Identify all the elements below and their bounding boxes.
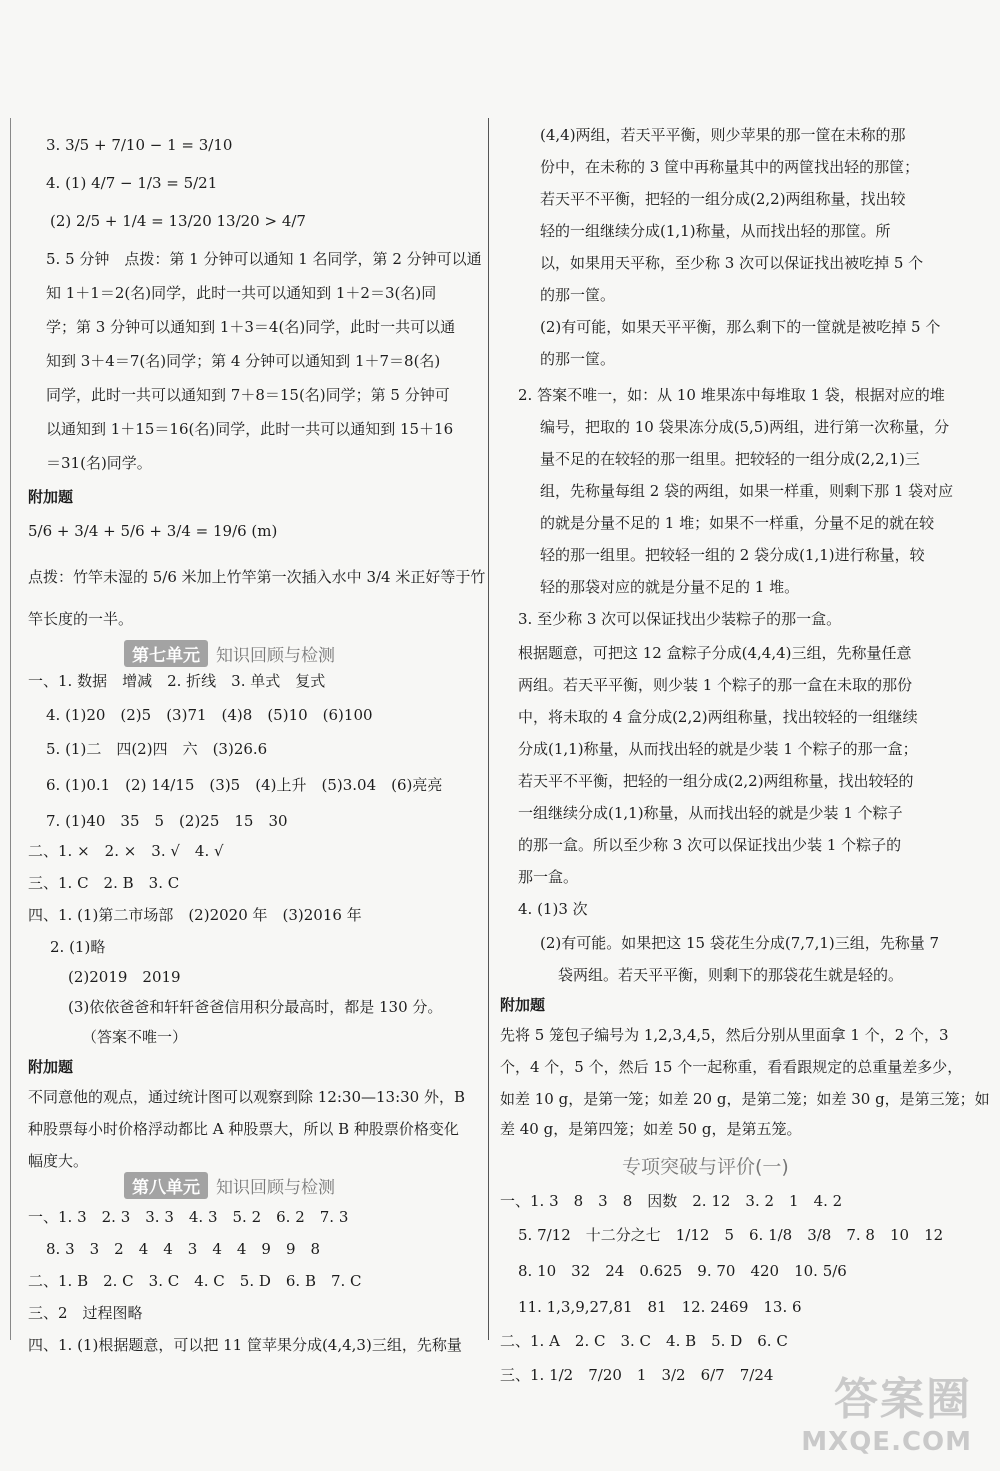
watermark-logo-text: 答案圈 (834, 1374, 972, 1425)
u7-line: 4. (1)20 (2)5 (3)71 (4)8 (5)10 (6)100 (46, 706, 373, 724)
u8-line: 二、1. B 2. C 3. C 4. C 5. D 6. B 7. C (28, 1272, 362, 1290)
u7-line: （答案不唯一） (82, 1028, 188, 1046)
answer-5-line: 学；第 3 分钟可以通知到 1＋3＝4(名)同学，此时一共可以通 (46, 318, 456, 336)
r4-line: 袋两组。若天平平衡，则剩下的那袋花生就是轻的。 (558, 966, 904, 984)
answer-5-line: 以通知到 1＋15＝16(名)同学，此时一共可以通知到 15＋16 (46, 420, 454, 438)
u8-line: 一、1. 3 2. 3 3. 3 4. 3 5. 2 6. 2 7. 3 (28, 1208, 349, 1226)
column-divider (488, 118, 489, 1340)
special-line: 三、1. 1/2 7/20 1 3/2 6/7 7/24 (500, 1366, 774, 1384)
r1-line: 的那一筐。 (540, 286, 616, 304)
unit8-header (124, 1172, 335, 1199)
r3-line: 的那一盒。所以至少称 3 次可以保证找出少装 1 个粽子的 (518, 836, 902, 854)
watermark-url: MXQE.COM (801, 1427, 972, 1457)
u7-line: 2. (1)略 (50, 938, 106, 956)
special-line: 8. 10 32 24 0.625 9. 70 420 10. 5/6 (518, 1262, 847, 1280)
answer-5-line: 知 1＋1＝2(名)同学，此时一共可以通知到 1＋2＝3(名)同 (46, 284, 437, 302)
extra3-line: 差 40 g，是第四笼；如差 50 g，是第五笼。 (500, 1120, 802, 1138)
r3-line: 3. 至少称 3 次可以保证找出少装粽子的那一盒。 (518, 610, 842, 628)
r2-line: 量不足的在较轻的那一组里。把较轻的一组分成(2,2,1)三 (540, 450, 920, 468)
special-line: 二、1. A 2. C 3. C 4. B 5. D 6. C (500, 1332, 788, 1350)
answer-5-line: ＝31(名)同学。 (46, 454, 152, 472)
extra-hint-line: 竿长度的一半。 (28, 610, 134, 628)
r1-line: 轻的一组继续分成(1,1)称量，从而找出轻的那筐。所 (540, 222, 891, 240)
r2-line: 编号，把取的 10 袋果冻分成(5,5)两组，进行第一次称量，分 (540, 418, 950, 436)
watermark (801, 1363, 972, 1457)
r3-line: 根据题意，可把这 12 盒粽子分成(4,4,4)三组，先称量任意 (518, 644, 912, 662)
unit7-badge: 第七单元 (124, 640, 208, 667)
special-line: 11. 1,3,9,27,81 81 12. 2469 13. 6 (518, 1298, 802, 1316)
special-line: 一、1. 3 8 3 8 因数 2. 12 3. 2 1 4. 2 (500, 1192, 843, 1210)
r4-line: (2)有可能。如果把这 15 袋花生分成(7,7,1)三组，先称量 7 (540, 934, 940, 952)
u7-line: (3)依依爸爸和轩轩爸爸信用积分最高时，都是 130 分。 (68, 998, 443, 1016)
r1-line: 若天平不平衡，把轻的一组分成(2,2)两组称量，找出较 (540, 190, 906, 208)
extra2-line: 幅度大。 (28, 1152, 89, 1170)
r1-line: 的那一筐。 (540, 350, 616, 368)
extra3-line: 个，4 个，5 个，然后 15 个一起称重，看看跟规定的总重量差多少， (500, 1058, 963, 1076)
unit7-header (124, 640, 335, 667)
r1-line: 以，如果用天平称，至少称 3 次可以保证找出被吃掉 5 个 (540, 254, 924, 272)
r2-line: 的就是分量不足的 1 堆；如果不一样重，分量不足的就在较 (540, 514, 935, 532)
extra-title: 附加题 (500, 996, 546, 1014)
extra2-line: 种股票每小时价格浮动都比 A 种股票大，所以 B 种股票价格变化 (28, 1120, 459, 1138)
extra-title: 附加题 (28, 488, 74, 506)
r2-line: 轻的那一组里。把较轻一组的 2 袋分成(1,1)进行称量，较 (540, 546, 925, 564)
answer-5-line: 同学，此时一共可以通知到 7＋8＝15(名)同学；第 5 分钟可 (46, 386, 450, 404)
r1-line: (4,4)两组，若天平平衡，则少苹果的那一筐在未称的那 (540, 126, 906, 144)
u7-line: (2)2019 2019 (68, 968, 181, 986)
r3-line: 若天平不平衡，把轻的一组分成(2,2)两组称量，找出较轻的 (518, 772, 914, 790)
r4-line: 4. (1)3 次 (518, 900, 588, 918)
u7-line: 一、1. 数据 增减 2. 折线 3. 单式 复式 (28, 672, 326, 690)
unit8-badge: 第八单元 (124, 1172, 208, 1199)
r2-line: 组，先称量每组 2 袋的两组，如果一样重，则剩下那 1 袋对应 (540, 482, 954, 500)
r1-line: 份中，在未称的 3 筐中再称量其中的两筐找出轻的那筐； (540, 158, 920, 176)
u7-line: 7. (1)40 35 5 (2)25 15 30 (46, 812, 288, 830)
r3-line: 那一盒。 (518, 868, 579, 886)
u8-line: 四、1. (1)根据题意，可以把 11 筐苹果分成(4,4,3)三组，先称量 (28, 1336, 462, 1354)
answer-4-1: 4. (1) 4/7 − 1/3 = 5/21 (46, 174, 218, 192)
u8-line: 8. 3 3 2 4 4 3 4 4 9 9 8 (46, 1240, 321, 1258)
r3-line: 一组继续分成(1,1)称量，从而找出轻的就是少装 1 个粽子 (518, 804, 903, 822)
r3-line: 分成(1,1)称量，从而找出轻的就是少装 1 个粽子的那一盒； (518, 740, 918, 758)
extra-hint-line: 点拨：竹竿未湿的 5/6 米加上竹竿第一次插入水中 3/4 米正好等于竹 (28, 568, 486, 586)
extra2-line: 不同意他的观点，通过统计图可以观察到除 12:30—13:30 外，B (28, 1088, 466, 1106)
extra-equation: 5/6 + 3/4 + 5/6 + 3/4 = 19/6 (m) (28, 522, 278, 540)
answer-5-line: 知到 3＋4＝7(名)同学；第 4 分钟可以通知到 1＋7＝8(名) (46, 352, 441, 370)
extra3-line: 先将 5 笼包子编号为 1,2,3,4,5，然后分别从里面拿 1 个，2 个，3 (500, 1026, 949, 1044)
extra3-line: 如差 10 g，是第一笼；如差 20 g，是第二笼；如差 30 g，是第三笼；如 (500, 1090, 990, 1108)
r3-line: 两组。若天平平衡，则少装 1 个粽子的那一盒在未取的那份 (518, 676, 913, 694)
answer-3: 3. 3/5 + 7/10 − 1 = 3/10 (46, 136, 233, 154)
answer-5-line: 5. 5 分钟 点拨：第 1 分钟可以通知 1 名同学，第 2 分钟可以通 (46, 250, 482, 268)
r2-line: 轻的那袋对应的就是分量不足的 1 堆。 (540, 578, 800, 596)
u7-line: 6. (1)0.1 (2) 14/15 (3)5 (4)上升 (5)3.04 (6)亮亮 (46, 776, 443, 794)
left-margin-rule (10, 118, 11, 1340)
special-line: 5. 7/12 十二分之七 1/12 5 6. 1/8 3/8 7. 8 10 12 (518, 1226, 944, 1244)
u7-line: 三、1. C 2. B 3. C (28, 874, 180, 892)
r1-line: (2)有可能，如果天平平衡，那么剩下的一筐就是被吃掉 5 个 (540, 318, 941, 336)
r2-line: 2. 答案不唯一，如：从 10 堆果冻中每堆取 1 袋，根据对应的堆 (518, 386, 945, 404)
special-title: 专项突破与评价(一) (622, 1156, 789, 1178)
r3-line: 中，将未取的 4 盒分成(2,2)两组称量，找出较轻的一组继续 (518, 708, 918, 726)
unit7-title: 知识回顾与检测 (216, 646, 335, 666)
u7-line: 5. (1)二 四(2)四 六 (3)26.6 (46, 740, 268, 758)
u7-line: 二、1. × 2. × 3. √ 4. √ (28, 842, 224, 860)
unit8-title: 知识回顾与检测 (216, 1178, 335, 1198)
u7-line: 四、1. (1)第二市场部 (2)2020 年 (3)2016 年 (28, 906, 362, 924)
u8-line: 三、2 过程图略 (28, 1304, 143, 1322)
extra-title: 附加题 (28, 1058, 74, 1076)
answer-4-2: (2) 2/5 + 1/4 = 13/20 13/20 > 4/7 (50, 212, 306, 230)
